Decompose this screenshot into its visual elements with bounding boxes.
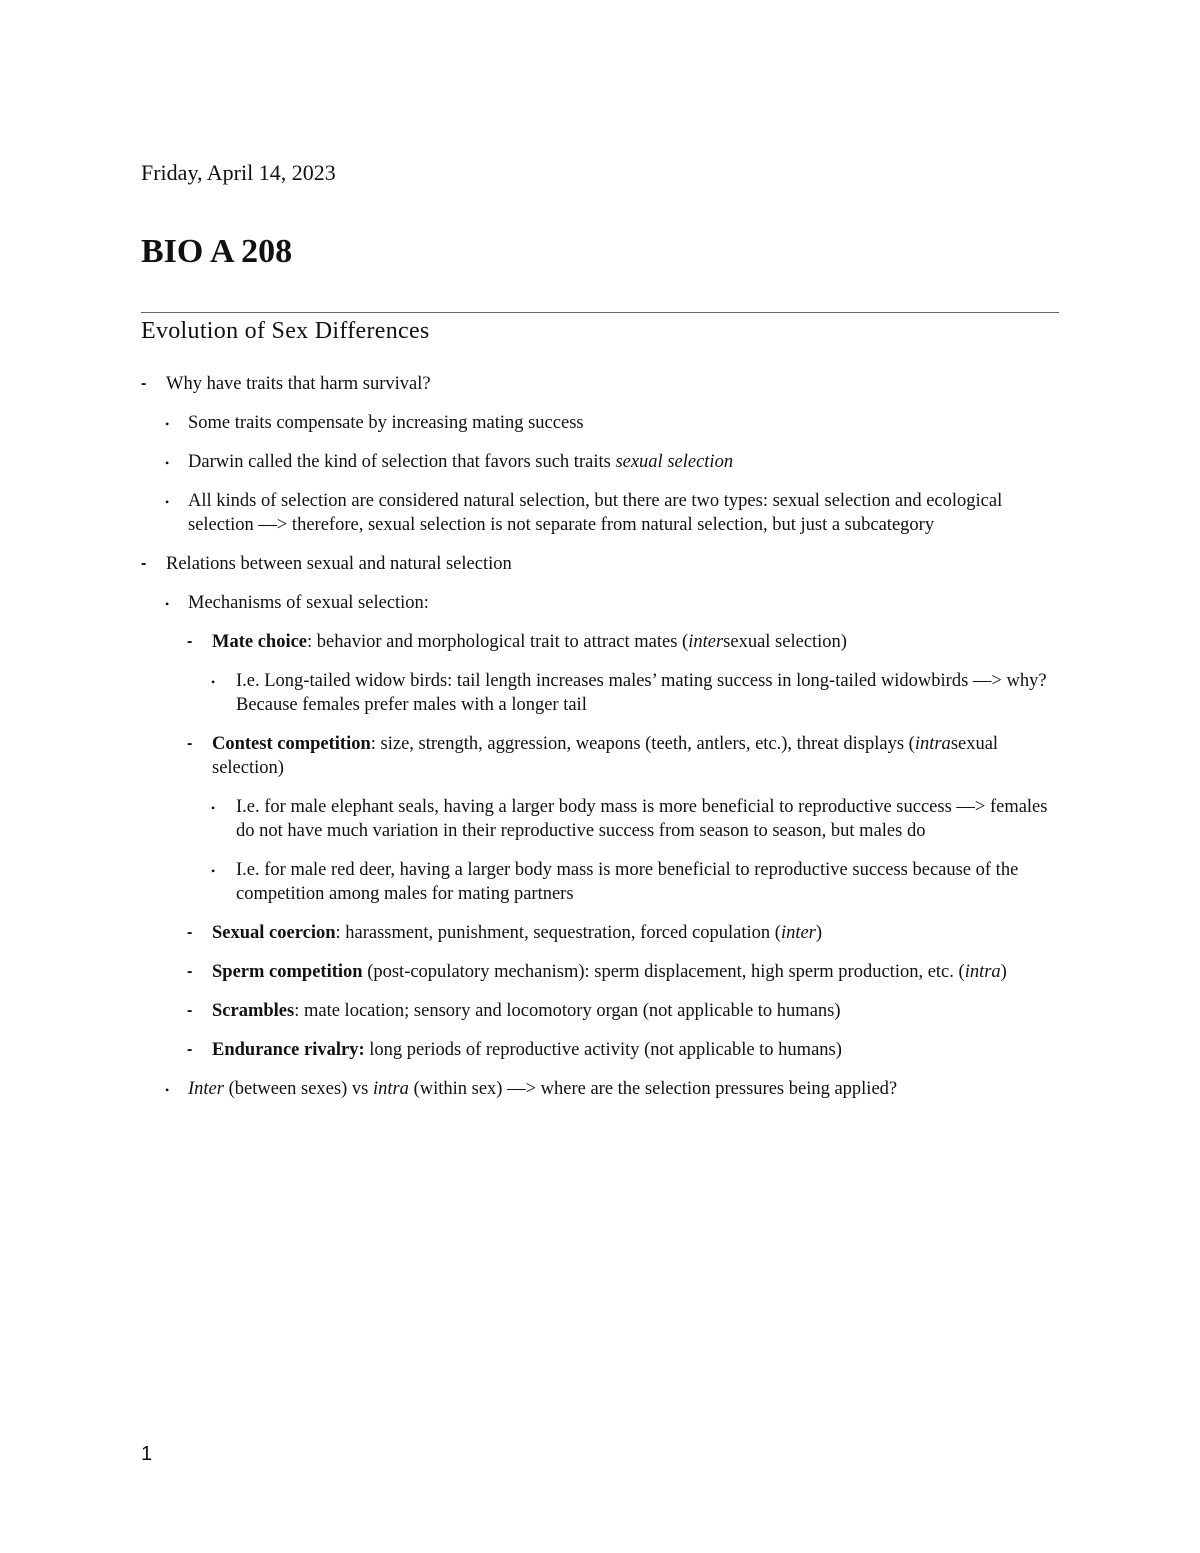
bullet-marker: • bbox=[211, 864, 216, 878]
emphasis-text: sexual selection bbox=[615, 452, 734, 472]
bullet-marker: • bbox=[211, 801, 216, 815]
emphasis-text: intra bbox=[914, 734, 951, 754]
item-text: I.e. for male elephant seals, having a larger body mass is more beneficial to reproductive success —> females do not have much variation in their reproductive success from season to season, but males do bbox=[236, 797, 1048, 841]
dash-marker: - bbox=[141, 375, 147, 392]
list-item bbox=[141, 669, 1059, 717]
item-text: long periods of reproductive activity (not applicable to humans) bbox=[364, 1040, 842, 1060]
item-text: : behavior and morphological trait to attract mates ( bbox=[307, 632, 689, 652]
list-item bbox=[141, 591, 1059, 615]
list-item bbox=[141, 1038, 1059, 1062]
bullet-marker: • bbox=[165, 456, 170, 470]
item-text: sexual selection) bbox=[723, 632, 847, 652]
emphasis-text: inter bbox=[780, 923, 816, 943]
horizontal-divider bbox=[141, 312, 1059, 313]
list-item bbox=[141, 795, 1059, 843]
item-text: ) bbox=[1000, 962, 1007, 982]
section-heading: Evolution of Sex Differences bbox=[141, 318, 430, 344]
item-text: Relations between sexual and natural selection bbox=[166, 554, 512, 574]
list-item bbox=[141, 960, 1059, 984]
item-text: Why have traits that harm survival? bbox=[166, 374, 431, 394]
emphasis-text: intra bbox=[372, 1079, 409, 1099]
term-sexual-coercion: Sexual coercion bbox=[212, 923, 336, 943]
list-item bbox=[141, 411, 1059, 435]
item-text: I.e. Long-tailed widow birds: tail length increases males’ mating success in long-tailed widowbirds —> why? Because females prefer males with a longer tail bbox=[236, 671, 1047, 715]
item-text: All kinds of selection are considered natural selection, but there are two types: sexual selection and ecological selection —> therefore, sexual selection is not separate from natural selection, but just a subcategory bbox=[188, 491, 1003, 535]
item-text: (between sexes) vs bbox=[223, 1079, 373, 1099]
page-number: 1 bbox=[141, 1443, 153, 1465]
term-contest-competition: Contest competition bbox=[212, 734, 371, 754]
item-text: Darwin called the kind of selection that favors such traits bbox=[188, 452, 616, 472]
item-text: : harassment, punishment, sequestration, forced copulation ( bbox=[335, 923, 781, 943]
item-text: (post-copulatory mechanism): sperm displacement, high sperm production, etc. ( bbox=[362, 962, 965, 982]
term-endurance-rivalry: Endurance rivalry: bbox=[212, 1040, 365, 1060]
bullet-marker: • bbox=[165, 417, 170, 431]
item-text: Some traits compensate by increasing mating success bbox=[188, 413, 584, 433]
dash-marker: - bbox=[187, 1002, 193, 1019]
item-text: I.e. for male red deer, having a larger body mass is more beneficial to reproductive success because of the competition among males for mating partners bbox=[236, 860, 1019, 904]
emphasis-text: intra bbox=[964, 962, 1001, 982]
item-text: sexual selection) bbox=[212, 734, 999, 778]
item-text: (within sex) —> where are the selection pressures being applied? bbox=[408, 1079, 898, 1099]
list-item bbox=[141, 921, 1059, 945]
list-item bbox=[141, 858, 1059, 906]
dash-marker: - bbox=[187, 1041, 193, 1058]
dash-marker: - bbox=[187, 633, 193, 650]
list-item bbox=[141, 999, 1059, 1023]
emphasis-text: Inter bbox=[188, 1079, 224, 1099]
bullet-marker: • bbox=[165, 597, 170, 611]
item-text: ) bbox=[815, 923, 823, 943]
emphasis-text: inter bbox=[688, 632, 724, 652]
bullet-marker: • bbox=[211, 675, 216, 689]
dash-marker: - bbox=[141, 555, 147, 572]
list-item bbox=[141, 489, 1059, 537]
item-text: : size, strength, aggression, weapons (teeth, antlers, etc.), threat displays ( bbox=[370, 734, 915, 754]
list-item bbox=[141, 630, 1059, 654]
term-sperm-competition: Sperm competition bbox=[212, 962, 363, 982]
list-item bbox=[141, 1077, 1059, 1101]
course-title: BIO A 208 bbox=[141, 233, 293, 270]
item-text: : mate location; sensory and locomotory organ (not applicable to humans) bbox=[294, 1001, 841, 1021]
dash-marker: - bbox=[187, 735, 193, 752]
bullet-marker: • bbox=[165, 1083, 170, 1097]
notes-body bbox=[141, 372, 1059, 1101]
dash-marker: - bbox=[187, 963, 193, 980]
dash-marker: - bbox=[187, 924, 193, 941]
item-text: Mechanisms of sexual selection: bbox=[188, 593, 429, 613]
note-date: Friday, April 14, 2023 bbox=[141, 160, 336, 185]
term-scrambles: Scrambles bbox=[212, 1001, 295, 1021]
term-mate-choice: Mate choice bbox=[212, 632, 308, 652]
list-item bbox=[141, 732, 1059, 780]
list-item bbox=[141, 372, 1059, 396]
bullet-marker: • bbox=[165, 495, 170, 509]
list-item bbox=[141, 450, 1059, 474]
list-item bbox=[141, 552, 1059, 576]
